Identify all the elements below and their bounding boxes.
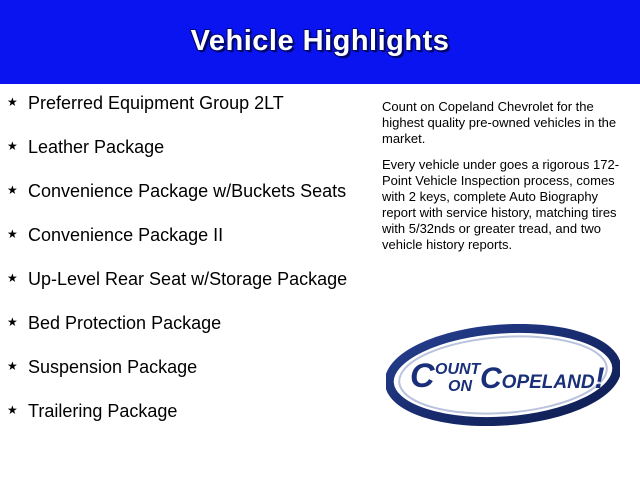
logo-word-copeland: COPELAND! xyxy=(480,362,605,395)
star-icon: ★ xyxy=(7,183,18,197)
list-item xyxy=(0,180,360,202)
dealer-paragraph-1: Count on Copeland Chevrolet for the highest quality pre-owned vehicles in the market. xyxy=(382,99,617,146)
logo-word-on: ON xyxy=(448,378,472,395)
star-icon: ★ xyxy=(7,227,18,241)
dealer-description xyxy=(382,99,632,263)
count-on-copeland-logo xyxy=(386,324,620,426)
list-item xyxy=(0,268,360,290)
star-icon: ★ xyxy=(7,359,18,373)
feature-label: Trailering Package xyxy=(28,401,178,421)
star-icon: ★ xyxy=(7,271,18,285)
page-header xyxy=(0,0,640,84)
feature-label: Convenience Package II xyxy=(28,225,224,245)
feature-label: Preferred Equipment Group 2LT xyxy=(28,93,284,113)
feature-label: Suspension Package xyxy=(28,357,198,377)
list-item xyxy=(0,136,360,158)
star-icon: ★ xyxy=(7,403,18,417)
feature-label: Leather Package xyxy=(28,137,165,157)
dealer-paragraph-2: Every vehicle under goes a rigorous 172-Point Vehicle Inspection process, comes with 2 keys, complete Auto Biography report with service history, matching tires with 5/32nds or greater tread, and two vehicle history reports. xyxy=(382,157,620,252)
list-item xyxy=(0,224,360,246)
logo-word-c: C xyxy=(410,357,435,395)
star-icon: ★ xyxy=(7,139,18,153)
star-icon: ★ xyxy=(7,315,18,329)
list-item xyxy=(0,312,360,334)
list-item xyxy=(0,400,360,422)
feature-label: Up-Level Rear Seat w/Storage Package xyxy=(28,269,348,289)
logo-word-count: OUNT xyxy=(435,361,481,378)
star-icon: ★ xyxy=(7,95,18,109)
list-item xyxy=(0,356,360,378)
list-item xyxy=(0,92,360,114)
feature-list xyxy=(0,92,360,444)
feature-label: Convenience Package w/Buckets Seats xyxy=(28,181,347,201)
feature-label: Bed Protection Package xyxy=(28,313,222,333)
page-title: Vehicle Highlights xyxy=(190,24,450,57)
